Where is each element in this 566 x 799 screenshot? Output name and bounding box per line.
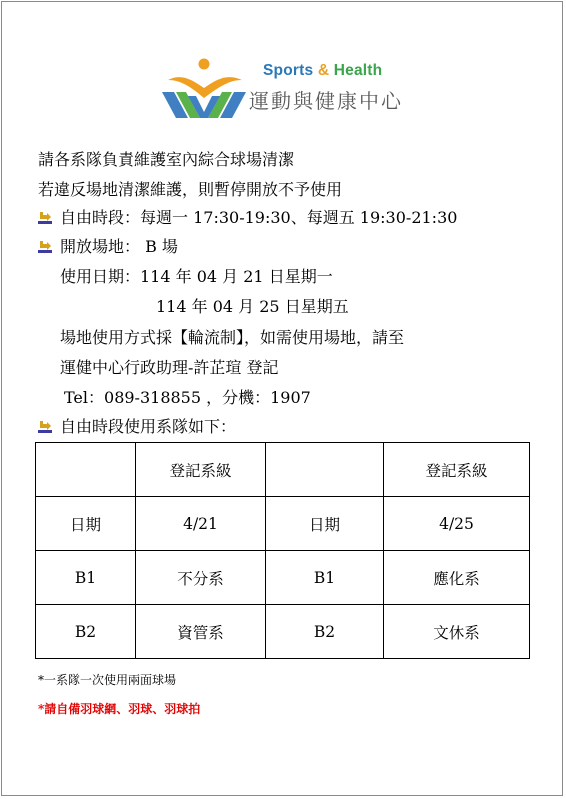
notice-line-2: 若違反場地清潔維護，則暫停開放不予使用 xyxy=(38,180,343,199)
table-cell: 4/21 xyxy=(136,497,266,551)
teams-heading: 自由時段使用系隊如下： xyxy=(60,417,237,436)
arrow-bullet-icon xyxy=(37,210,53,226)
table-cell: 日期 xyxy=(266,497,384,551)
rule-line-2: 運健中心行政助理-許芷瑄 登記 xyxy=(60,358,279,377)
sports-health-logo xyxy=(160,58,420,128)
table-cell xyxy=(266,443,384,497)
table-cell: 日期 xyxy=(36,497,136,551)
table-row xyxy=(36,497,530,551)
date-line-1: 使用日期：114 年 04 月 21 日星期一 xyxy=(60,267,333,286)
table-row xyxy=(36,605,530,659)
logo-chinese-text: 運動與健康中心 xyxy=(249,89,403,113)
venue-line: 開放場地： B 場 xyxy=(60,237,178,256)
note-two-courts: *一系隊一次使用兩面球場 xyxy=(38,673,177,687)
note-bring-equipment: *請自備羽球網、羽球、羽球拍 xyxy=(38,702,201,716)
logo-english-text xyxy=(263,62,382,80)
table-cell xyxy=(36,443,136,497)
rule-line-1: 場地使用方式採【輪流制】，如需使用場地，請至 xyxy=(60,328,405,347)
arrow-bullet-icon xyxy=(37,239,53,255)
arrow-bullet-icon xyxy=(37,419,53,435)
logo-ampersand: & xyxy=(317,62,330,79)
notice-line-1: 請各系隊負責維護室內綜合球場清潔 xyxy=(38,150,295,169)
table-cell: 應化系 xyxy=(384,551,530,605)
logo-word-sports: Sports xyxy=(263,62,314,79)
table-cell: B1 xyxy=(36,551,136,605)
table-header-cell: 登記系級 xyxy=(136,443,266,497)
table-header-cell: 登記系級 xyxy=(384,443,530,497)
date-line-2: 114 年 04 月 25 日星期五 xyxy=(156,297,349,316)
table-cell: 資管系 xyxy=(136,605,266,659)
table-cell: 文休系 xyxy=(384,605,530,659)
logo-mark-icon xyxy=(160,58,248,126)
table-cell: B2 xyxy=(266,605,384,659)
table-cell: 4/25 xyxy=(384,497,530,551)
table-row xyxy=(36,551,530,605)
schedule-table xyxy=(35,442,530,659)
table-cell: B2 xyxy=(36,605,136,659)
table-cell: B1 xyxy=(266,551,384,605)
tel-line: Tel：089-318855 ，分機：1907 xyxy=(64,388,311,407)
table-row xyxy=(36,443,530,497)
table-cell: 不分系 xyxy=(136,551,266,605)
free-time-line: 自由時段：每週一 17:30-19:30、每週五 19:30-21:30 xyxy=(60,208,458,227)
logo-word-health: Health xyxy=(333,62,383,79)
